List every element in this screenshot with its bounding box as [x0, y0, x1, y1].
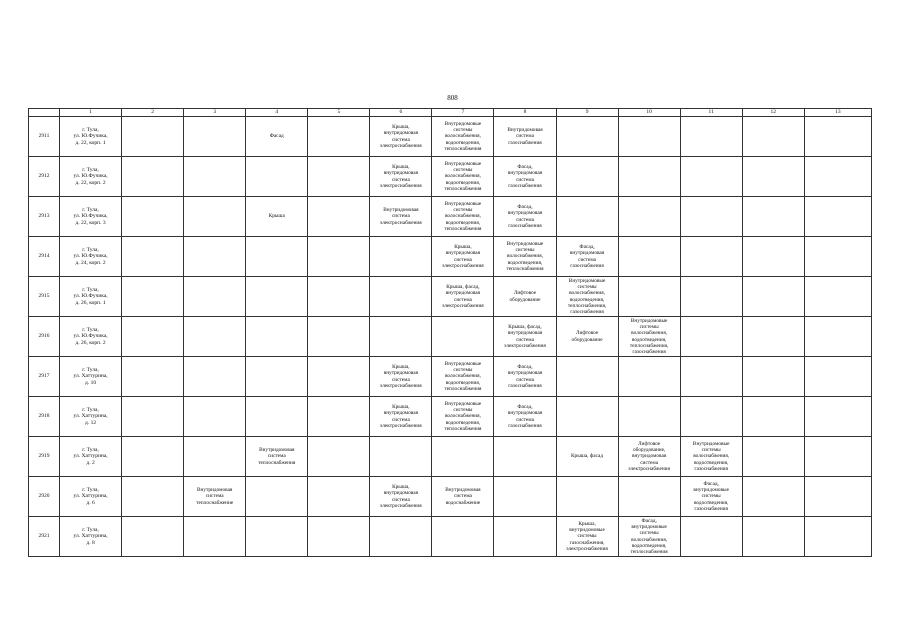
row-number: 2911 [29, 117, 60, 157]
work-cell [308, 437, 370, 477]
table-row [29, 157, 872, 197]
work-cell [804, 277, 871, 317]
column-number: 1 [60, 109, 122, 117]
column-number-row [29, 109, 872, 117]
work-cell [184, 237, 246, 277]
work-cell [618, 397, 680, 437]
address-cell: г. Тула, ул. Ю.Фучика, д. 24, корп. 2 [60, 237, 122, 277]
work-cell: Внутридомовые системы волоснабжения, водоотведения, теплоснабжения [432, 157, 494, 197]
work-cell [308, 397, 370, 437]
work-cell [122, 517, 184, 557]
address-cell: г. Тула, ул. Хаттурина, д. 12 [60, 397, 122, 437]
work-cell: Лифтовое оборудование [494, 277, 556, 317]
work-cell: Фасад [246, 117, 308, 157]
work-cell [246, 477, 308, 517]
work-cell: Крыша, фасад, внутридомовая система электроснабжения [432, 277, 494, 317]
work-cell [804, 197, 871, 237]
work-cell [308, 237, 370, 277]
work-cell [308, 317, 370, 357]
work-cell [432, 517, 494, 557]
work-cell: Внутридомовые системы волоснабжения, водоотведения, теплоснабжения [432, 397, 494, 437]
work-cell: Лифтовое оборудование [556, 317, 618, 357]
work-cell [742, 317, 804, 357]
work-cell: Фасад, внутридомовая система газоснабжения [494, 157, 556, 197]
work-cell [370, 517, 432, 557]
work-cell: Внутридомовые системы волоснабжения, водоотведения, теплоснабжения [432, 117, 494, 157]
work-cell [556, 157, 618, 197]
work-cell [184, 437, 246, 477]
work-cell [308, 277, 370, 317]
work-cell: Крыша, фасад [556, 437, 618, 477]
work-cell: Внутридомовая система теплоснабжение [184, 477, 246, 517]
table-row [29, 397, 872, 437]
work-cell: Лифтовое оборудование, внутридомовая система электроснабжения [618, 437, 680, 477]
work-cell [742, 397, 804, 437]
address-cell: г. Тула, ул. Хаттурина, д. 2 [60, 437, 122, 477]
work-cell [184, 397, 246, 437]
work-cell: Фасад, внутридомовая система газоснабжения [494, 397, 556, 437]
column-number: 3 [184, 109, 246, 117]
work-cell [804, 117, 871, 157]
work-cell: Внутридомовая система газоснабжения [494, 117, 556, 157]
column-number: 10 [618, 109, 680, 117]
table-row [29, 477, 872, 517]
work-cell: Внутридомовые системы волоснабжения, водоотведения, теплоснабжения [432, 357, 494, 397]
work-cell [804, 317, 871, 357]
work-cell [184, 117, 246, 157]
work-cell [308, 517, 370, 557]
work-cell [184, 317, 246, 357]
work-cell [556, 357, 618, 397]
column-number-blank [29, 109, 60, 117]
work-cell [184, 277, 246, 317]
work-cell [680, 237, 742, 277]
work-cell [308, 477, 370, 517]
work-cell [246, 277, 308, 317]
work-cell: Фасад, внутридомовая система газоснабжения [494, 197, 556, 237]
address-cell: г. Тула, ул. Ю.Фучика, д. 22, корп. 3 [60, 197, 122, 237]
row-number: 2914 [29, 237, 60, 277]
work-cell: Внутридомовые системы волоснабжения, водоотведения, теплоснабжения, газоснабжения [618, 317, 680, 357]
address-cell: г. Тула, ул. Хаттурина, д. 8 [60, 517, 122, 557]
work-cell [680, 317, 742, 357]
work-cell [680, 357, 742, 397]
work-cell [122, 397, 184, 437]
column-number: 2 [122, 109, 184, 117]
table-row [29, 317, 872, 357]
address-cell: г. Тула, ул. Ю.Фучика, д. 26, корп. 2 [60, 317, 122, 357]
work-cell [308, 117, 370, 157]
work-cell [556, 477, 618, 517]
column-number: 7 [432, 109, 494, 117]
work-cell [494, 477, 556, 517]
work-cell [680, 277, 742, 317]
work-cell [308, 197, 370, 237]
row-number: 2912 [29, 157, 60, 197]
work-cell [618, 237, 680, 277]
work-cell [246, 157, 308, 197]
work-cell: Внутридомовая система теплоснабжения [246, 437, 308, 477]
work-cell: Фасад, внутридомовая система газоснабжения [494, 357, 556, 397]
column-number: 13 [804, 109, 871, 117]
work-cell [618, 117, 680, 157]
work-cell [742, 197, 804, 237]
table-row [29, 197, 872, 237]
work-cell: Крыша, фасад, внутридомовая система электроснабжения [494, 317, 556, 357]
work-cell [370, 317, 432, 357]
work-cell [804, 157, 871, 197]
column-number: 11 [680, 109, 742, 117]
work-cell [804, 517, 871, 557]
work-cell: Крыша, внутридомовая система электроснабжения [432, 237, 494, 277]
work-cell [742, 517, 804, 557]
work-cell [680, 517, 742, 557]
work-cell [556, 197, 618, 237]
row-number: 2913 [29, 197, 60, 237]
work-cell: Крыша, внутридомовая система электроснабжения [370, 357, 432, 397]
work-cell: Внутридомовая система водоснабжение [432, 477, 494, 517]
work-cell [184, 157, 246, 197]
work-cell [556, 397, 618, 437]
work-cell: Крыша [246, 197, 308, 237]
row-number: 2920 [29, 477, 60, 517]
work-cell [742, 117, 804, 157]
table-row [29, 517, 872, 557]
work-cell [246, 237, 308, 277]
work-cell [246, 397, 308, 437]
work-cell [122, 237, 184, 277]
work-cell [742, 277, 804, 317]
work-cell [742, 477, 804, 517]
column-number: 8 [494, 109, 556, 117]
work-cell [122, 197, 184, 237]
work-cell [432, 437, 494, 477]
work-cell [370, 277, 432, 317]
work-cell: Внутридомовые системы волоснабжения, водоотведения, теплоснабжения, газоснабжения [556, 277, 618, 317]
work-cell [494, 437, 556, 477]
address-cell: г. Тула, ул. Хаттурина, д. 6 [60, 477, 122, 517]
row-number: 2918 [29, 397, 60, 437]
work-cell: Крыша, внутридомовая система электроснабжения [370, 397, 432, 437]
row-number: 2916 [29, 317, 60, 357]
work-cell: Внутридомовая система электроснабжения [370, 197, 432, 237]
page-number: 808 [447, 94, 458, 102]
work-cell [680, 117, 742, 157]
work-cell [432, 317, 494, 357]
work-cell [246, 317, 308, 357]
work-cell [494, 517, 556, 557]
column-number: 12 [742, 109, 804, 117]
work-cell [680, 397, 742, 437]
work-cell: Крыша, внутридомовая система электроснабжения [370, 117, 432, 157]
work-cell [122, 477, 184, 517]
address-cell: г. Тула, ул. Ю.Фучика, д. 22, корп. 2 [60, 157, 122, 197]
work-cell: Внутридомовые системы волоснабжения, водоотведения, теплоснабжения [494, 237, 556, 277]
work-cell [618, 157, 680, 197]
work-cell: Крыша, внутридомовая система электроснабжения [370, 157, 432, 197]
work-cell [184, 357, 246, 397]
row-number: 2921 [29, 517, 60, 557]
work-cell [680, 157, 742, 197]
work-cell [370, 437, 432, 477]
address-cell: г. Тула, ул. Ю.Фучика, д. 26, корп. 1 [60, 277, 122, 317]
row-number: 2917 [29, 357, 60, 397]
work-cell: Фасад, внутридомовые системы волоснабжения, водоотведения, теплоснабжения [618, 517, 680, 557]
work-cell [122, 277, 184, 317]
work-cell [680, 197, 742, 237]
work-cell [618, 477, 680, 517]
work-cell [556, 117, 618, 157]
table-row [29, 437, 872, 477]
work-cell: Фасад, внутридомовая система газоснабжения [556, 237, 618, 277]
work-cell [370, 237, 432, 277]
row-number: 2915 [29, 277, 60, 317]
work-cell [308, 357, 370, 397]
work-cell: Внутридомовые системы волоснабжения, водоотведения, теплоснабжения [432, 197, 494, 237]
work-cell [804, 357, 871, 397]
address-cell: г. Тула, ул. Ю.Фучика, д. 22, корп. 1 [60, 117, 122, 157]
work-cell [742, 357, 804, 397]
work-cell [184, 517, 246, 557]
address-cell: г. Тула, ул. Хаттурина, д. 10 [60, 357, 122, 397]
work-cell [804, 237, 871, 277]
work-cell [618, 277, 680, 317]
work-cell: Внутридомовые системы волоснабжения, водоотведения, газоснабжения [680, 437, 742, 477]
column-number: 6 [370, 109, 432, 117]
table-row [29, 117, 872, 157]
work-cell [804, 397, 871, 437]
table-row [29, 357, 872, 397]
work-cell: Крыша, внутридомовые системы газоснабжения, электроснабжения [556, 517, 618, 557]
repair-schedule-table [28, 108, 872, 557]
work-cell [184, 197, 246, 237]
work-cell [122, 357, 184, 397]
work-cell [122, 317, 184, 357]
work-cell [742, 237, 804, 277]
row-number: 2919 [29, 437, 60, 477]
work-cell [308, 157, 370, 197]
work-cell [246, 357, 308, 397]
work-cell [122, 157, 184, 197]
work-cell [122, 117, 184, 157]
column-number: 5 [308, 109, 370, 117]
work-cell: Фасад, внутридомовые системы водоотведения, газоснабжения [680, 477, 742, 517]
table-row [29, 237, 872, 277]
work-cell [742, 437, 804, 477]
work-cell [618, 357, 680, 397]
table-row [29, 277, 872, 317]
work-cell [122, 437, 184, 477]
work-cell [742, 157, 804, 197]
work-cell [804, 437, 871, 477]
work-cell: Крыша, внутридомовая система электроснабжения [370, 477, 432, 517]
work-cell [618, 197, 680, 237]
work-cell [804, 477, 871, 517]
column-number: 9 [556, 109, 618, 117]
work-cell [246, 517, 308, 557]
column-number: 4 [246, 109, 308, 117]
